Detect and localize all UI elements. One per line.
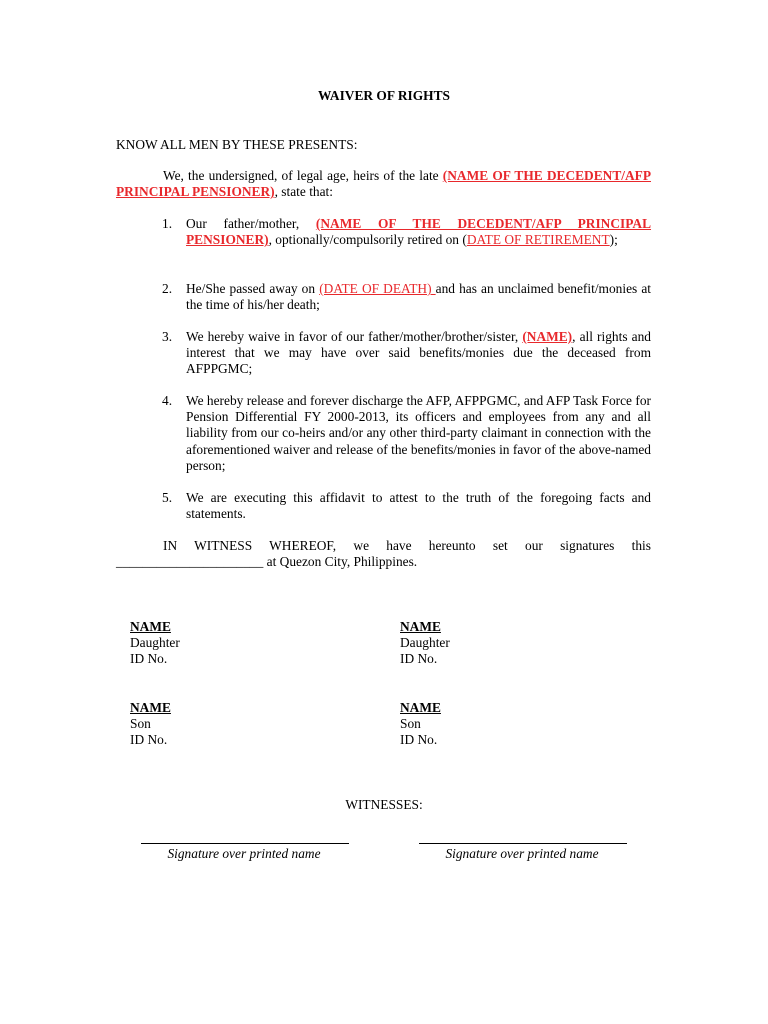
intro-text: We, the undersigned, of legal age, heirs of the late	[163, 168, 443, 183]
date-blank: ______________________	[116, 554, 264, 570]
item-text: and has an unclaimed benefit/monies at the time of his/her death;	[186, 281, 651, 313]
signatory-block	[400, 619, 450, 668]
item-text: We hereby release and forever discharge the AFP, AFPPGMC, and AFP Task Force for Pension Differential FY 2000-2013, its officers and employees from any and all liability from our co-heirs and/or any other third-party claimant in connection with the aforementioned waiver and release of the benefits/monies in favor of the above-named person;	[186, 393, 651, 473]
witness-signature-caption: Signature over printed name	[445, 846, 599, 861]
signatory-relation: Daughter	[130, 635, 180, 651]
signatory-id: ID No.	[400, 732, 438, 748]
signatory-name: NAME	[400, 700, 441, 715]
item-text: );	[609, 232, 618, 248]
signatory-id: ID No.	[130, 651, 168, 667]
intro-suffix: , state that:	[274, 184, 333, 200]
signatory-block	[400, 700, 441, 749]
witness-clause	[116, 538, 651, 570]
item-text: We are executing this affidavit to attest to the truth of the foregoing facts and statements.	[186, 490, 651, 522]
list-number: 2.	[162, 281, 173, 296]
know-all-men-heading: KNOW ALL MEN BY THESE PRESENTS:	[116, 137, 358, 152]
signatory-name: NAME	[130, 700, 171, 715]
list-number: 1.	[162, 216, 173, 231]
witness-signature-caption: Signature over printed name	[167, 846, 321, 861]
item-text: We hereby waive in favor of our father/mother/brother/sister,	[186, 329, 523, 344]
item-text: He/She passed away on	[186, 281, 320, 296]
signatory-block	[130, 619, 180, 668]
witness-text: IN WITNESS WHEREOF, we have hereunto set our signatures this	[163, 538, 651, 553]
decedent-name-placeholder: (NAME OF THE DECEDENT/AFP PRINCIPAL PENSIONER)	[186, 216, 652, 248]
signatory-id: ID No.	[400, 651, 438, 667]
date-of-death-placeholder: (DATE OF DEATH)	[319, 281, 436, 296]
signatory-relation: Daughter	[400, 635, 450, 651]
witnesses-heading: WITNESSES:	[345, 797, 423, 812]
item-text: , optionally/compulsorily retired on (	[268, 232, 467, 248]
list-item-5	[162, 490, 651, 522]
decedent-name-placeholder: (NAME OF THE DECEDENT/AFP PRINCIPAL PENSIONER)	[116, 168, 651, 200]
signatory-name: NAME	[400, 619, 441, 634]
signatory-id: ID No.	[130, 732, 168, 748]
list-number: 5.	[162, 490, 173, 505]
witness-signature-line	[419, 843, 627, 844]
list-item-1	[162, 216, 651, 248]
item-text: Our father/mother,	[186, 216, 316, 231]
beneficiary-name-placeholder: (NAME)	[522, 329, 573, 344]
list-number: 4.	[162, 393, 173, 408]
witness-location: at Quezon City, Philippines.	[263, 554, 418, 570]
list-item-4	[162, 393, 651, 474]
witness-signature-line	[141, 843, 349, 844]
signatory-relation: Son	[130, 716, 151, 732]
retirement-date-placeholder: DATE OF RETIREMENT	[466, 232, 610, 248]
signatory-relation: Son	[400, 716, 421, 732]
item-text: , all rights and interest that we may have over said benefits/monies due the deceased from AFPPGMC;	[186, 329, 651, 377]
list-item-3	[162, 329, 651, 378]
document-title: WAIVER OF RIGHTS	[318, 88, 450, 103]
signatory-block	[130, 700, 171, 749]
list-number: 3.	[162, 329, 173, 344]
signatory-name: NAME	[130, 619, 171, 634]
list-item-2	[162, 281, 651, 313]
intro-paragraph	[116, 168, 651, 200]
